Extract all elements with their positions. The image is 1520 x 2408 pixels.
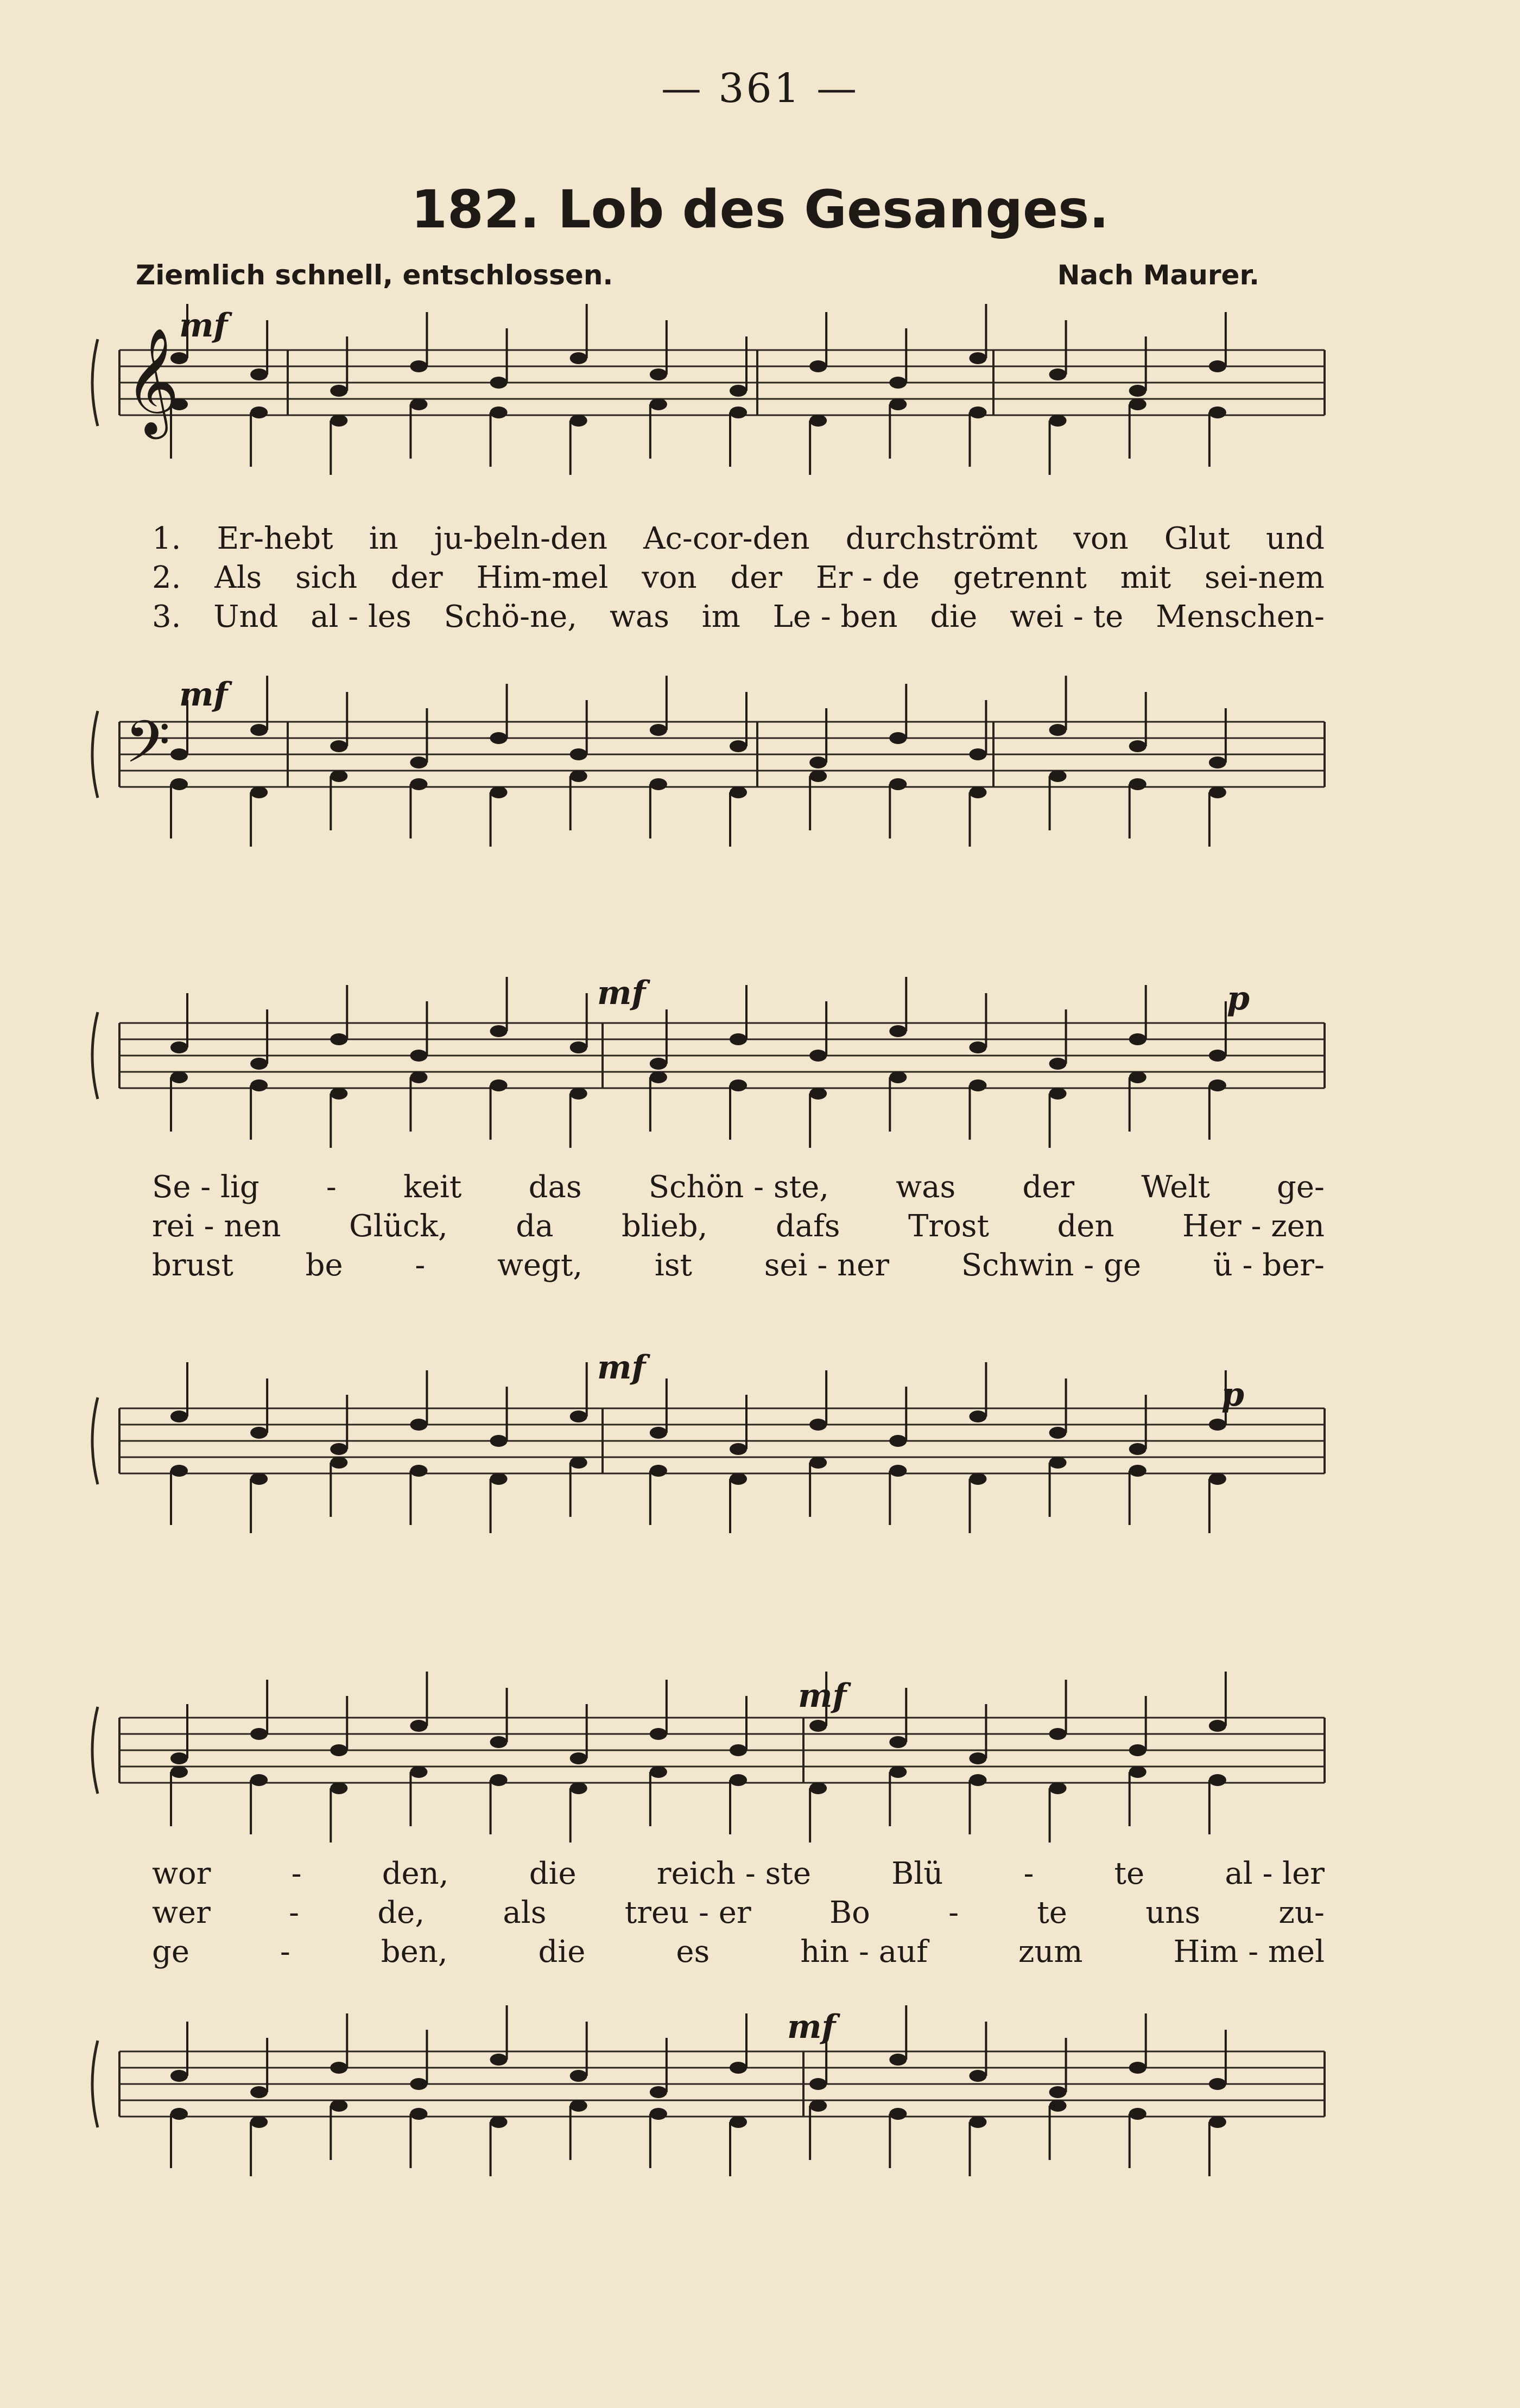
notehead	[410, 398, 427, 410]
notehead	[490, 732, 508, 744]
lyric-syllable: die	[538, 1934, 586, 1969]
notehead	[490, 2116, 508, 2128]
lyric-syllable: rei - nen	[152, 1209, 281, 1244]
notehead	[809, 1457, 827, 1469]
notehead	[969, 406, 986, 418]
notehead	[809, 1050, 827, 1062]
notehead	[490, 1473, 508, 1485]
notehead	[1049, 1058, 1067, 1070]
notehead	[490, 1774, 508, 1786]
lyric-syllable: Blü	[891, 1856, 943, 1891]
notehead	[969, 1774, 986, 1786]
lyric-syllable: ü - ber-	[1213, 1248, 1325, 1283]
lyric-syllable: 2.	[152, 560, 181, 595]
notehead	[809, 1782, 827, 1794]
lyric-line-verse-1-system-2	[152, 1170, 1325, 1208]
lyric-syllable: und	[1266, 521, 1325, 556]
notehead	[570, 1752, 587, 1764]
lyric-syllable: 3.	[152, 599, 181, 634]
notehead	[330, 385, 347, 397]
notehead	[490, 1736, 508, 1748]
lyric-syllable: was	[896, 1170, 956, 1205]
notehead	[809, 2078, 827, 2090]
notehead	[410, 1766, 427, 1778]
notehead	[650, 398, 667, 410]
notehead	[570, 1088, 587, 1100]
notehead	[1209, 1419, 1226, 1431]
notehead	[410, 360, 427, 372]
lyric-syllable: als	[503, 1895, 547, 1930]
notehead	[1049, 770, 1067, 782]
notehead	[250, 1728, 268, 1740]
notehead	[1049, 1427, 1067, 1439]
notehead	[969, 352, 986, 364]
notehead	[1209, 1473, 1226, 1485]
notehead	[250, 1473, 268, 1485]
notehead	[1209, 786, 1226, 798]
notehead	[170, 1071, 188, 1083]
lyric-syllable: Schön - ste,	[648, 1170, 829, 1205]
lyric-syllable: -	[1023, 1856, 1034, 1891]
notehead	[730, 786, 747, 798]
lyric-syllable: wer	[152, 1895, 211, 1930]
lyric-syllable: te	[1114, 1856, 1145, 1891]
notehead	[1129, 1033, 1147, 1045]
notehead	[330, 1744, 347, 1756]
lyric-syllable: von	[1073, 521, 1129, 556]
notehead	[730, 1774, 747, 1786]
notehead	[330, 770, 347, 782]
notehead	[1209, 1050, 1226, 1062]
lyric-syllable: Se - lig	[152, 1170, 259, 1205]
notehead	[1129, 1465, 1147, 1477]
notehead	[410, 1071, 427, 1083]
notehead	[330, 2100, 347, 2112]
lyric-syllable: Her - zen	[1182, 1209, 1325, 1244]
notehead	[650, 1766, 667, 1778]
notehead	[330, 740, 347, 752]
notehead	[330, 2062, 347, 2074]
notehead	[1129, 2108, 1147, 2120]
lyric-syllable: ge-	[1277, 1170, 1325, 1205]
notehead	[1129, 385, 1147, 397]
lyric-syllable: getrennt	[953, 560, 1087, 595]
notehead	[889, 778, 907, 790]
notehead	[969, 748, 986, 760]
lyric-syllable: -	[291, 1856, 302, 1891]
notehead	[490, 406, 508, 418]
lyric-syllable: Als	[214, 560, 262, 595]
lyric-syllable: die	[529, 1856, 577, 1891]
lyric-syllable: Schwin - ge	[961, 1248, 1141, 1283]
notehead	[650, 1728, 667, 1740]
lyric-syllable: uns	[1145, 1895, 1201, 1930]
lyric-line-verse-3-system-3	[152, 1934, 1325, 1972]
lyric-syllable: wor	[152, 1856, 211, 1891]
notehead	[809, 1419, 827, 1431]
notehead	[570, 2070, 587, 2082]
lyric-syllable: Him-mel	[476, 560, 609, 595]
lyric-syllable: Trost	[908, 1209, 990, 1244]
notehead	[410, 778, 427, 790]
brace	[92, 339, 98, 426]
dynamic-marking: mf	[179, 307, 228, 345]
notehead	[650, 2086, 667, 2098]
dynamic-marking: p	[1227, 980, 1250, 1018]
notehead	[1129, 1766, 1147, 1778]
notehead	[250, 1079, 268, 1091]
notehead	[570, 1457, 587, 1469]
treble-clef-icon: 𝄞	[125, 327, 180, 435]
lyric-syllable: der	[390, 560, 443, 595]
notehead	[730, 740, 747, 752]
song-title: 182. Lob des Gesanges.	[411, 179, 1109, 240]
notehead	[330, 1033, 347, 1045]
notehead	[410, 757, 427, 768]
lyric-syllable: brust	[152, 1248, 233, 1283]
lyric-syllable: Glück,	[349, 1209, 448, 1244]
lyric-syllable: blieb,	[621, 1209, 708, 1244]
notehead	[490, 786, 508, 798]
notehead	[1209, 1079, 1226, 1091]
notehead	[889, 398, 907, 410]
notehead	[1209, 1774, 1226, 1786]
lyric-syllable: ben,	[381, 1934, 448, 1969]
notehead	[889, 1736, 907, 1748]
composer-credit: Nach Maurer.	[1057, 259, 1259, 291]
notehead	[1209, 406, 1226, 418]
notehead	[170, 1766, 188, 1778]
lyric-syllable: hin - auf	[800, 1934, 928, 1969]
dynamic-marking: p	[1221, 1376, 1244, 1414]
notehead	[170, 1041, 188, 1053]
notehead	[730, 2062, 747, 2074]
notehead	[889, 1071, 907, 1083]
notehead	[889, 1766, 907, 1778]
notehead	[410, 2078, 427, 2090]
lyric-syllable: Glut	[1164, 521, 1230, 556]
lyric-syllable: Er-hebt	[217, 521, 333, 556]
notehead	[170, 1465, 188, 1477]
notehead	[1129, 740, 1147, 752]
lyric-syllable: von	[642, 560, 697, 595]
notehead	[730, 1744, 747, 1756]
lyric-syllable: -	[280, 1934, 290, 1969]
lyric-syllable: es	[676, 1934, 710, 1969]
lyric-syllable: wegt,	[497, 1248, 583, 1283]
notehead	[570, 2100, 587, 2112]
notehead	[969, 2070, 986, 2082]
notehead	[330, 1443, 347, 1455]
notehead	[250, 406, 268, 418]
notehead	[250, 786, 268, 798]
lyric-syllable: im	[701, 599, 740, 634]
dynamic-marking: mf	[798, 1677, 847, 1715]
brace	[92, 1707, 98, 1794]
notehead	[650, 1465, 667, 1477]
notehead	[250, 1774, 268, 1786]
lyric-syllable: al - ler	[1225, 1856, 1325, 1891]
lyric-syllable: te	[1037, 1895, 1067, 1930]
lyric-line-verse-1-system-1	[152, 521, 1325, 559]
notehead	[250, 2086, 268, 2098]
lyric-line-verse-3-system-2	[152, 1248, 1325, 1286]
notehead	[410, 1050, 427, 1062]
lyric-line-verse-2-system-2	[152, 1209, 1325, 1247]
notehead	[730, 406, 747, 418]
notehead	[650, 2108, 667, 2120]
lyric-syllable: -	[948, 1895, 959, 1930]
notehead	[1209, 2116, 1226, 2128]
lyric-syllable: durchströmt	[845, 521, 1038, 556]
notehead	[490, 377, 508, 389]
notehead	[809, 360, 827, 372]
notehead	[170, 2070, 188, 2082]
notehead	[809, 2100, 827, 2112]
notehead	[730, 385, 747, 397]
notehead	[969, 1752, 986, 1764]
notehead	[889, 2108, 907, 2120]
notehead	[1049, 1457, 1067, 1469]
notehead	[1049, 1782, 1067, 1794]
notehead	[1129, 1443, 1147, 1455]
notehead	[250, 2116, 268, 2128]
lyric-syllable: reich - ste	[656, 1856, 811, 1891]
lyric-syllable: der	[730, 560, 783, 595]
lyric-syllable: wei - te	[1010, 599, 1124, 634]
page-number: — 361 —	[661, 65, 859, 112]
lyric-syllable: der	[1022, 1170, 1075, 1205]
lyric-syllable: die	[930, 599, 978, 634]
notehead	[1129, 1744, 1147, 1756]
notehead	[1209, 1720, 1226, 1732]
notehead	[730, 2116, 747, 2128]
brace	[92, 1397, 98, 1484]
brace	[92, 2041, 98, 2127]
notehead	[250, 1058, 268, 1070]
brace	[92, 1012, 98, 1099]
lyric-syllable: Welt	[1141, 1170, 1210, 1205]
notehead	[170, 2108, 188, 2120]
lyric-syllable: sei - ner	[764, 1248, 890, 1283]
notehead	[250, 724, 268, 736]
notehead	[1129, 2062, 1147, 2074]
lyric-syllable: in	[369, 521, 398, 556]
lyric-syllable: da	[516, 1209, 554, 1244]
notehead	[570, 1782, 587, 1794]
notehead	[969, 786, 986, 798]
lyric-syllable: sich	[295, 560, 358, 595]
tempo-marking: Ziemlich schnell, entschlossen.	[136, 259, 613, 291]
notehead	[330, 1088, 347, 1100]
lyric-syllable: Und	[213, 599, 278, 634]
notehead	[650, 724, 667, 736]
notehead	[170, 778, 188, 790]
notehead	[1049, 368, 1067, 380]
notehead	[809, 1088, 827, 1100]
notehead	[1049, 724, 1067, 736]
lyric-syllable: treu - er	[624, 1895, 751, 1930]
lyric-syllable: be	[305, 1248, 343, 1283]
lyric-syllable: ge	[152, 1934, 189, 1969]
notehead	[570, 415, 587, 427]
lyric-syllable: den	[1057, 1209, 1114, 1244]
notehead	[1129, 1071, 1147, 1083]
lyric-syllable: Schö-ne,	[444, 599, 578, 634]
notehead	[570, 748, 587, 760]
notehead	[809, 757, 827, 768]
notehead	[1049, 415, 1067, 427]
notehead	[969, 2116, 986, 2128]
lyric-syllable: ju-beln-den	[434, 521, 608, 556]
notehead	[490, 1435, 508, 1447]
lyric-line-verse-3-system-1	[152, 599, 1325, 637]
lyric-syllable: -	[289, 1895, 300, 1930]
lyric-syllable: Er - de	[815, 560, 920, 595]
notehead	[410, 2108, 427, 2120]
notehead	[490, 2054, 508, 2066]
lyric-syllable: sei-nem	[1204, 560, 1325, 595]
notehead	[889, 1465, 907, 1477]
notehead	[410, 1419, 427, 1431]
notehead	[889, 1435, 907, 1447]
lyric-syllable: Bo	[829, 1895, 870, 1930]
notehead	[809, 1720, 827, 1732]
notehead	[969, 1041, 986, 1053]
lyric-syllable: was	[609, 599, 669, 634]
lyric-syllable: dafs	[775, 1209, 840, 1244]
notehead	[650, 1071, 667, 1083]
lyric-syllable: al - les	[311, 599, 411, 634]
notehead	[650, 778, 667, 790]
notehead	[809, 770, 827, 782]
lyric-syllable: Menschen-	[1156, 599, 1325, 634]
dynamic-marking: mf	[597, 1349, 646, 1387]
lyric-syllable: de,	[377, 1895, 425, 1930]
notehead	[969, 1411, 986, 1422]
notehead	[1049, 1728, 1067, 1740]
notehead	[650, 1058, 667, 1070]
lyric-line-verse-2-system-3	[152, 1895, 1325, 1933]
lyric-syllable: -	[326, 1170, 337, 1205]
notehead	[410, 1720, 427, 1732]
notehead	[330, 415, 347, 427]
notehead	[1049, 1088, 1067, 1100]
notehead	[490, 1079, 508, 1091]
notehead	[889, 2054, 907, 2066]
notehead	[570, 770, 587, 782]
lyric-syllable: den,	[382, 1856, 449, 1891]
lyric-line-verse-2-system-1	[152, 560, 1325, 598]
notehead	[730, 1033, 747, 1045]
notehead	[1049, 2100, 1067, 2112]
dynamic-marking: mf	[597, 974, 646, 1012]
lyric-syllable: keit	[403, 1170, 462, 1205]
notehead	[889, 1025, 907, 1037]
dynamic-marking: mf	[179, 676, 228, 714]
notehead	[1209, 2078, 1226, 2090]
notehead	[730, 1473, 747, 1485]
lyric-syllable: zu-	[1278, 1895, 1325, 1930]
notehead	[170, 1411, 188, 1422]
lyric-syllable: Ac-cor-den	[643, 521, 810, 556]
notehead	[809, 415, 827, 427]
notehead	[250, 368, 268, 380]
notehead	[969, 1473, 986, 1485]
notehead	[170, 748, 188, 760]
lyric-syllable: 1.	[152, 521, 181, 556]
notehead	[250, 1427, 268, 1439]
lyric-syllable: ist	[654, 1248, 693, 1283]
lyric-syllable: Him - mel	[1173, 1934, 1325, 1969]
lyric-syllable: mit	[1120, 560, 1171, 595]
notehead	[889, 732, 907, 744]
notehead	[730, 1443, 747, 1455]
lyric-syllable: -	[415, 1248, 426, 1283]
notehead	[170, 1752, 188, 1764]
notehead	[1209, 757, 1226, 768]
bass-clef-icon: 𝄢	[125, 708, 170, 790]
notehead	[889, 377, 907, 389]
notehead	[1129, 398, 1147, 410]
notehead	[410, 1465, 427, 1477]
notehead	[1209, 360, 1226, 372]
lyric-syllable: zum	[1018, 1934, 1083, 1969]
notehead	[650, 1427, 667, 1439]
lyric-syllable: Le - ben	[772, 599, 898, 634]
notehead	[570, 1041, 587, 1053]
lyric-syllable: das	[528, 1170, 582, 1205]
notehead	[330, 1457, 347, 1469]
notehead	[330, 1782, 347, 1794]
dynamic-marking: mf	[787, 2008, 836, 2046]
notehead	[1129, 778, 1147, 790]
notehead	[1049, 2086, 1067, 2098]
notehead	[570, 1411, 587, 1422]
brace	[92, 711, 98, 798]
notehead	[969, 1079, 986, 1091]
notehead	[730, 1079, 747, 1091]
notehead	[650, 368, 667, 380]
notehead	[570, 352, 587, 364]
lyric-line-verse-1-system-3	[152, 1856, 1325, 1894]
notehead	[490, 1025, 508, 1037]
